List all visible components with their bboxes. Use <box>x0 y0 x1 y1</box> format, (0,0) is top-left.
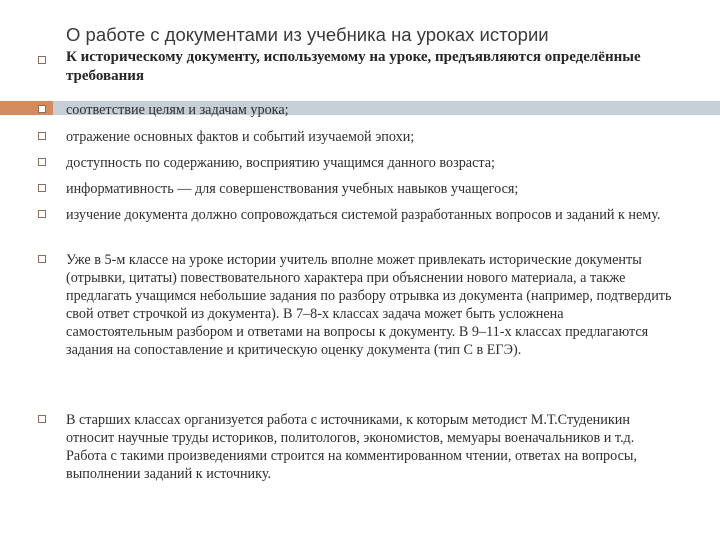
square-bullet-icon <box>38 255 46 263</box>
requirement-text: доступность по содержанию, восприятию учащимся данного возраста; <box>66 155 495 171</box>
paragraph-grades: Уже в 5-м классе на уроке истории учитель вполне может привлекать исторические документы (отрывки, цитаты) повествовательного характера при объяснении нового материала, а также предлагать учащимся небольшие задания по разбору отрывка из документа (например, подтвердить свой ответ строчкой из документа). В 7–8-х классах задача может быть усложнена самостоятельным разбором и ответами на вопросы к документу. В 9–11-х классах предлагаются задания на сопоставление и критическую оценку документа (тип С в ЕГЭ). <box>66 252 672 358</box>
requirement-text: информативность — для совершенствования учебных навыков учащегося; <box>66 181 519 197</box>
requirement-text: изучение документа должно сопровождаться системой разработанных вопросов и заданий к нему. <box>66 207 661 223</box>
square-bullet-icon <box>38 132 46 140</box>
requirement-text: соответствие целям и задачам урока; <box>66 102 289 118</box>
requirements-heading: К историческому документу, используемому на уроке, предъявляются определённые требования <box>66 49 641 84</box>
square-bullet-icon <box>38 210 46 218</box>
square-bullet-icon <box>38 415 46 423</box>
slide-title: О работе с документами из учебника на уроках истории <box>66 24 549 45</box>
requirement-text: отражение основных фактов и событий изучаемой эпохи; <box>66 129 415 145</box>
square-bullet-icon <box>38 158 46 166</box>
paragraph-senior: В старших классах организуется работа с источниками, к которым методист М.Т.Студеникин относит научные труды историков, политологов, экономистов, мемуары военачальников и т.д. Работа с такими произведениями строится на комментированном чтении, ответах на вопросы, выполнении заданий к источнику. <box>66 412 637 482</box>
square-bullet-icon <box>38 56 46 64</box>
square-bullet-icon <box>38 184 46 192</box>
square-bullet-icon <box>38 105 46 113</box>
